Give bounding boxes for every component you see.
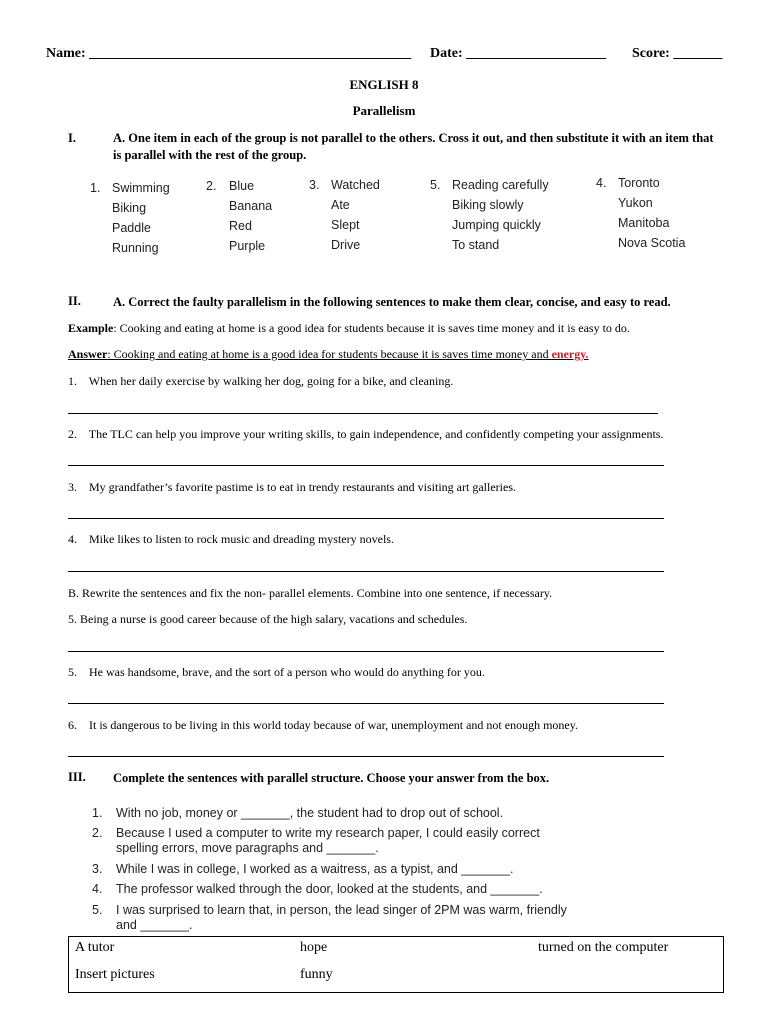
choice-a-tutor: A tutor — [75, 940, 115, 955]
item-number: 3. — [92, 862, 103, 876]
group-item: Jumping quickly — [452, 218, 541, 232]
item-number: 1. — [92, 806, 103, 820]
fill-in-sentence: Because I used a computer to write my research paper, I could easily correct — [116, 826, 540, 840]
section-1-numeral: I. — [68, 131, 76, 145]
group-item: To stand — [452, 238, 500, 252]
fill-in-sentence: While I was in college, I worked as a waitress, as a typist, and _______. — [116, 862, 514, 876]
group-number: 5. — [430, 178, 441, 192]
question-a-4: 4. Mike likes to listen to rock music and dreading mystery novels. — [68, 532, 394, 546]
page-subtitle: Parallelism — [352, 103, 416, 118]
question-b-1: 5. Being a nurse is good career because of the high salary, vacations and schedules. — [68, 612, 468, 626]
item-number: 4. — [92, 882, 103, 896]
answer-line[interactable] — [68, 571, 664, 572]
section-1-instruction: A. One item in each of the group is not parallel to the others. Cross it out, and then substitute it with an item that is parallel with the rest of the group. — [113, 131, 714, 162]
date-field-label: Date: ____________________ — [430, 46, 607, 61]
group-item: Blue — [229, 179, 255, 193]
group-number: 1. — [90, 181, 101, 195]
choice-funny: funny — [300, 967, 333, 982]
group-item: Drive — [331, 238, 361, 252]
answer-line[interactable] — [68, 518, 664, 519]
answer-label: Answer — [68, 347, 108, 361]
answer-line[interactable] — [68, 413, 658, 414]
group-item: Running — [112, 241, 159, 255]
answer-line[interactable] — [68, 703, 664, 704]
group-item: Toronto — [618, 176, 660, 190]
answer-line[interactable] — [68, 756, 664, 757]
answer-sentence — [68, 347, 589, 362]
example-sentence — [68, 321, 630, 336]
group-number: 2. — [206, 179, 217, 193]
fill-in-sentence: and _______. — [116, 918, 193, 932]
choice-insert-pictures: Insert pictures — [75, 967, 155, 982]
fill-in-sentence: With no job, money or _______, the student had to drop out of school. — [116, 806, 504, 820]
answer-line[interactable] — [68, 651, 664, 652]
group-item: Watched — [331, 178, 380, 192]
group-number: 4. — [596, 176, 607, 190]
fill-in-sentence: The professor walked through the door, looked at the students, and _______. — [116, 882, 543, 896]
group-item: Banana — [229, 199, 273, 213]
score-field-label: Score: _______ — [632, 46, 723, 61]
group-number: 3. — [309, 178, 320, 192]
group-item: Yukon — [618, 196, 653, 210]
name-field-label: Name: ______________________________________________ — [46, 46, 412, 61]
fill-in-sentence: spelling errors, move paragraphs and _______. — [116, 841, 379, 855]
group-item: Purple — [229, 239, 266, 253]
group-item: Swimming — [112, 181, 170, 195]
section-3-instruction: Complete the sentences with parallel structure. Choose your answer from the box. — [113, 771, 550, 785]
question-a-1: 1. When her daily exercise by walking her dog, going for a bike, and cleaning. — [68, 374, 454, 388]
section-3-numeral: III. — [68, 770, 86, 784]
group-item: Slept — [331, 218, 360, 232]
item-number: 2. — [92, 826, 103, 840]
group-item: Red — [229, 219, 252, 233]
group-item: Nova Scotia — [618, 236, 686, 250]
group-item: Ate — [331, 198, 350, 212]
group-item: Biking — [112, 201, 147, 215]
group-item: Reading carefully — [452, 178, 549, 192]
page-title: ENGLISH 8 — [349, 77, 419, 92]
answer-choice-box — [68, 936, 724, 993]
question-b-3: 6. It is dangerous to be living in this world today because of war, unemployment and not enough money. — [68, 718, 578, 732]
group-item: Paddle — [112, 221, 151, 235]
answer-highlight: energy. — [551, 347, 589, 361]
part-b-instruction: B. Rewrite the sentences and fix the non- parallel elements. Combine into one sentence, if necessary. — [68, 586, 553, 600]
question-a-3: 3. My grandfather’s favorite pastime is to eat in trendy restaurants and visiting art galleries. — [68, 480, 516, 494]
question-b-2: 5. He was handsome, brave, and the sort of a person who would do anything for you. — [68, 665, 485, 679]
choice-turned-on-computer: turned on the computer — [538, 940, 669, 955]
answer-text: : Cooking and eating at home is a good idea for students because it is saves time money and — [107, 347, 552, 361]
section-2-numeral: II. — [68, 294, 81, 308]
question-a-2: 2. The TLC can help you improve your writing skills, to gain independence, and confidently competing your assignments. — [68, 427, 664, 441]
section-2-instruction: A. Correct the faulty parallelism in the following sentences to make them clear, concise, and easy to read. — [113, 295, 671, 309]
example-text: : Cooking and eating at home is a good idea for students because it is saves time money and it is easy to do. — [113, 321, 630, 335]
example-label: Example — [68, 321, 114, 335]
fill-in-sentence: I was surprised to learn that, in person, the lead singer of 2PM was warm, friendly — [116, 903, 567, 917]
choice-hope: hope — [300, 940, 328, 955]
item-number: 5. — [92, 903, 103, 917]
answer-line[interactable] — [68, 465, 664, 466]
group-item: Manitoba — [618, 216, 670, 230]
group-item: Biking slowly — [452, 198, 524, 212]
